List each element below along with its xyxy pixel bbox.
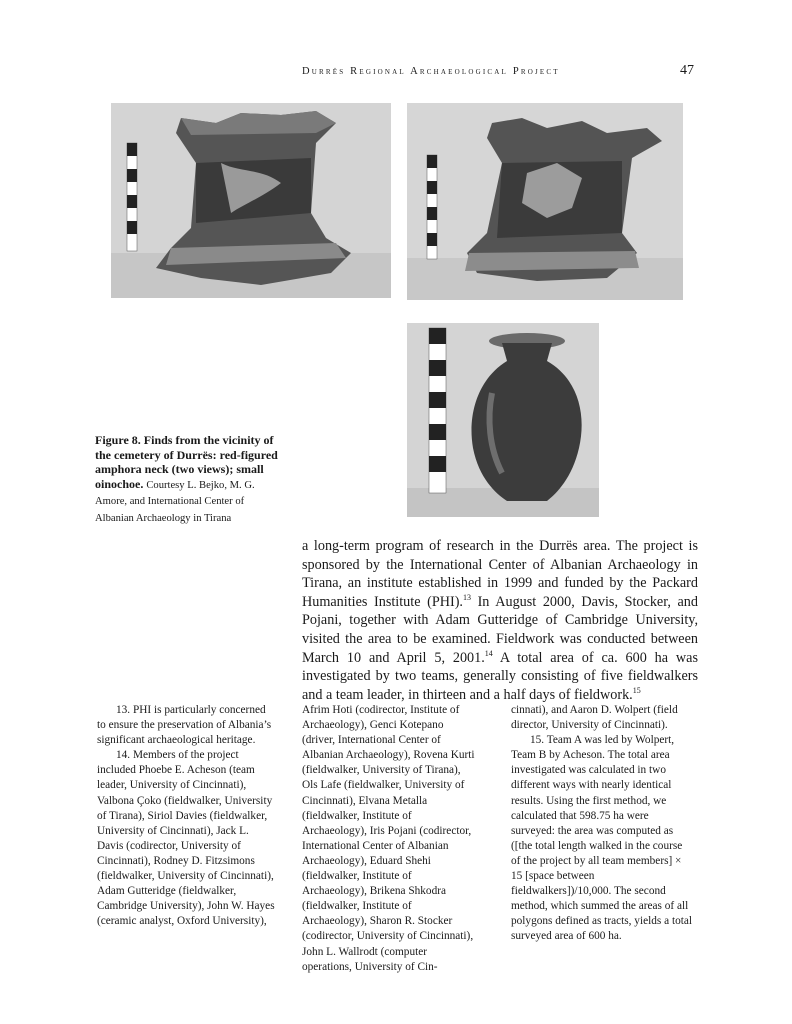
body-sentence: In August 2000, Davis, Stocker, and Pojani, together with Adam Gutteridge of Cambridge University, visited the area to be examined. Fieldwork was conducted between March 10 and April 5, 2001. <box>302 593 698 666</box>
body-sentence: A total area of ca. 600 ha was investigated by two teams, generally consisting of five fieldwalkers and a team leader, in thirteen and a half days of fieldwork. <box>302 649 698 703</box>
scale-bar-icon <box>429 328 446 493</box>
footnotes-column-1 <box>97 703 277 929</box>
footnote-14-continued: Afrim Hoti (codirector, Institute of Archaeology), Genci Kotepano (driver, International Center of Albanian Archaeology), Rovena Kurti (fieldwalker, University of Tirana), Ols Lafe (fieldwalker, University of Cincinnati), Elvana Metalla (fieldwalker, Institute of Archaeology), Iris Pojani (codirector, International Center of Albanian Archaeology), Eduard Shehi (fieldwalker, Institute of Archaeology), Brikena Shkodra (fieldwalker, Institute of Archaeology), Sharon R. Stocker (codirector, University of Cincinnati), John L. Wallrodt (computer operations, University of Cin- <box>302 704 475 973</box>
footnote-ref: 15 <box>632 685 641 695</box>
photo-amphora-neck-view-2 <box>407 103 683 300</box>
scale-bar-icon <box>427 155 437 259</box>
figure-caption-title: Figure 8. Finds from the vicinity of the cemetery of Durrës: red-figured amphora neck (two views); small oinochoe. <box>95 433 278 491</box>
footnote-15: 15. Team A was led by Wolpert, Team B by Acheson. The total area investigated was calculated in two different ways with nearly identical results. Using the first method, we calculated that 598.75 ha were surveyed: the area was computed as ([the total length walked in the course of the project by all team members] × 15 [space between fieldwalkers])/10,000. The second method, which summed the areas of all polygons defined as tracts, yields a total surveyed area of 600 ha. <box>511 734 693 943</box>
photo-amphora-neck-view-1 <box>111 103 391 298</box>
footnotes-column-3 <box>511 703 694 945</box>
scale-bar-icon <box>127 143 137 251</box>
footnote-ref: 14 <box>484 648 493 658</box>
running-header: Durrës Regional Archaeological Project <box>302 66 560 77</box>
footnote-14-end: cinnati), and Aaron D. Wolpert (field director, University of Cincinnati). <box>511 704 678 732</box>
figure-caption-credit: Courtesy L. Bejko, M. G. Amore, and International Center of Albanian Archaeology in Tirana <box>95 479 255 524</box>
photo-oinochoe <box>407 323 599 517</box>
footnote-ref: 13 <box>462 592 471 602</box>
body-paragraph <box>302 537 698 704</box>
page-number: 47 <box>680 63 694 78</box>
body-sentence: a long-term program of research in the Durrës area. The project is sponsored by the International Center of Albanian Archaeology in Tirana, an institute established in 1999 and funded by the Packard Humanities Institute (PHI). <box>302 538 698 610</box>
footnotes-column-2 <box>302 703 478 975</box>
footnote-13: 13. PHI is particularly concerned to ensure the preservation of Albania’s significant archaeological heritage. <box>97 704 272 747</box>
figure-caption <box>95 433 285 526</box>
body-text <box>302 537 698 704</box>
footnote-14: 14. Members of the project included Phoebe E. Acheson (team leader, University of Cincinnati), Valbona Çoko (fieldwalker, University of Tirana), Siriol Davies (fieldwalker, University of Cincinnati), Jack L. Davis (codirector, University of Cincinnati), Rodney D. Fitzsimons (fieldwalker, University of Cincinnati), Adam Gutteridge (fieldwalker, Cambridge University), John W. Hayes (ceramic analyst, Oxford University), <box>97 749 275 928</box>
